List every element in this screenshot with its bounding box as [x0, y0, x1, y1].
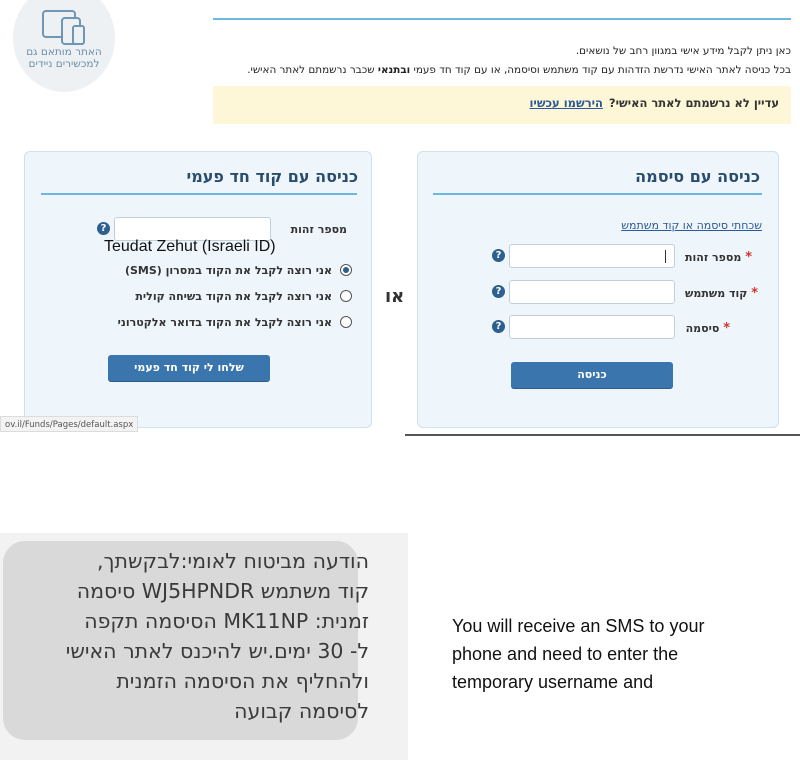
password-input[interactable]	[509, 315, 675, 339]
user-code-input[interactable]	[509, 280, 675, 304]
password-login-title: כניסה עם סיסמה	[635, 167, 760, 186]
help-icon[interactable]: ?	[492, 320, 505, 333]
otp-id-label: מספר זהות	[290, 223, 347, 236]
explanation-line: phone and need to enter the	[452, 644, 679, 664]
help-icon[interactable]: ?	[492, 249, 505, 262]
sms-option-label[interactable]: אני רוצה לקבל את הקוד במסרון (SMS)	[124, 264, 332, 277]
devices-icon	[40, 8, 88, 46]
text-cursor	[665, 250, 666, 263]
id-number-input[interactable]	[509, 244, 675, 268]
id-number-label: * מספר זהות	[684, 250, 752, 265]
password-label: * סיסמה	[685, 321, 730, 336]
password-login-divider	[433, 193, 762, 195]
sms-radio[interactable]	[340, 264, 352, 276]
intro-text	[213, 42, 791, 80]
required-mark: *	[723, 321, 730, 336]
notice-text: עדיין לא נרשמתם לאתר האישי?	[608, 96, 779, 110]
section-divider	[405, 434, 800, 436]
forgot-password-link[interactable]: שכחתי סיסמה או קוד משתמש	[621, 219, 762, 232]
user-code-label: * קוד משתמש	[685, 286, 758, 301]
mobile-badge-text: האתר מותאם גם למכשירים ניידים	[26, 46, 102, 70]
registration-notice	[213, 86, 791, 124]
top-divider	[213, 18, 791, 20]
email-radio[interactable]	[340, 316, 352, 328]
sms-line: לסיסמה קבועה	[234, 699, 369, 723]
sms-message	[12, 546, 369, 726]
register-link[interactable]: הירשמו עכשיו	[529, 96, 603, 110]
sms-line: הודעה מביטוח לאומי:לבקשתך,	[97, 549, 369, 573]
sms-line: זמנית: MK11NP הסיסמה תקפה	[84, 609, 369, 633]
help-icon[interactable]: ?	[492, 285, 505, 298]
sms-line: ל- 30 ימים.יש להיכנס לאתר האישי	[65, 639, 369, 663]
id-annotation: Teudat Zehut (Israeli ID)	[104, 238, 276, 255]
or-separator: או	[385, 286, 405, 307]
explanation-line: temporary username and	[452, 672, 654, 692]
voice-option-label[interactable]: אני רוצה לקבל את הקוד בשיחה קולית	[135, 290, 332, 303]
help-icon[interactable]: ?	[97, 222, 110, 235]
email-option-label[interactable]: אני רוצה לקבל את הקוד בדואר אלקטרוני	[117, 316, 332, 329]
otp-login-divider	[41, 193, 357, 195]
sms-line: קוד משתמש WJ5HPNDR סיסמה	[76, 579, 369, 603]
required-mark: *	[745, 250, 752, 265]
login-button[interactable]: כניסה	[511, 362, 673, 388]
status-bar-url: ov.il/Funds/Pages/default.aspx	[0, 416, 138, 432]
intro-line-2: בכל כניסה לאתר האישי נדרשת הזדהות עם קוד משתמש וסיסמה, או עם קוד חד פעמי ובתנאי שכבר נרשמתם לאתר האישי.	[247, 64, 791, 76]
required-mark: *	[751, 286, 758, 301]
otp-login-title: כניסה עם קוד חד פעמי	[186, 167, 358, 186]
sms-line: ולהחליף את הסיסמה הזמנית	[116, 669, 369, 693]
explanation-line: You will receive an SMS to your	[452, 616, 705, 636]
send-otp-button[interactable]: שלחו לי קוד חד פעמי	[108, 355, 270, 381]
voice-call-radio[interactable]	[340, 290, 352, 302]
explanation-text	[452, 612, 792, 696]
intro-line-1: כאן ניתן לקבל מידע אישי במגוון רחב של נושאים.	[575, 45, 791, 57]
